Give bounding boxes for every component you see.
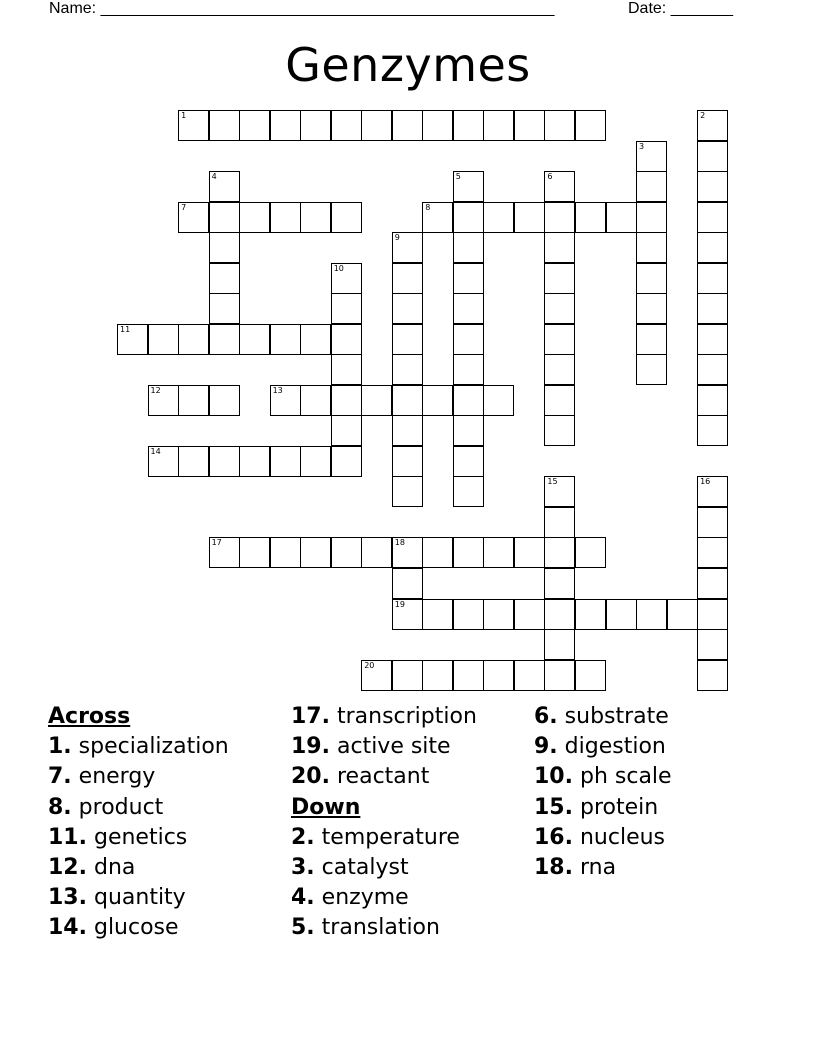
- grid-cell: [606, 202, 637, 233]
- clue-across-13: 13. quantity: [48, 885, 186, 911]
- grid-cell: [270, 385, 301, 416]
- clue-number: 7: [181, 202, 187, 212]
- grid-cell: [148, 385, 179, 416]
- grid-cell: [697, 110, 728, 141]
- clue-number: 11: [120, 324, 131, 334]
- grid-cell: [392, 324, 423, 355]
- clue-number: 3: [639, 141, 645, 151]
- grid-cell: [270, 202, 301, 233]
- grid-cell: [575, 599, 606, 630]
- grid-cell: [209, 202, 240, 233]
- grid-cell: [422, 110, 453, 141]
- grid-cell: [178, 110, 209, 141]
- name-label: Name:: [49, 0, 101, 17]
- across-heading: Across: [48, 704, 131, 729]
- clue-number: 9: [394, 233, 400, 243]
- grid-cell: [331, 324, 362, 355]
- grid-cell: [209, 293, 240, 324]
- grid-cell: [697, 660, 728, 691]
- grid-cell: [575, 537, 606, 568]
- grid-cell: [178, 385, 209, 416]
- clue-down-6: 6. substrate: [534, 704, 669, 729]
- grid-cell: [544, 415, 575, 446]
- date-blank: _______: [670, 0, 733, 17]
- grid-cell: [697, 476, 728, 507]
- grid-cell: [331, 415, 362, 446]
- grid-cell: [453, 537, 484, 568]
- grid-cell: [270, 537, 301, 568]
- grid-cell: [544, 354, 575, 385]
- grid-cell: [697, 202, 728, 233]
- grid-cell: [636, 202, 667, 233]
- grid-cell: [575, 660, 606, 691]
- clue-across-14: 14. glucose: [48, 915, 179, 941]
- grid-cell: [148, 446, 179, 477]
- grid-cell: [483, 660, 514, 691]
- grid-cell: [544, 232, 575, 263]
- clue-number: 8: [425, 202, 431, 212]
- grid-cell: [392, 354, 423, 385]
- grid-cell: [239, 324, 270, 355]
- grid-cell: [636, 232, 667, 263]
- grid-cell: [697, 507, 728, 538]
- grid-cell: [178, 202, 209, 233]
- grid-cell: [209, 232, 240, 263]
- grid-cell: [392, 476, 423, 507]
- grid-cell: [300, 110, 331, 141]
- grid-cell: [148, 324, 179, 355]
- grid-cell: [178, 446, 209, 477]
- clue-number: 1: [181, 111, 187, 120]
- grid-cell: [239, 202, 270, 233]
- grid-cell: [636, 293, 667, 324]
- grid-cell: [392, 415, 423, 446]
- grid-cell: [361, 385, 392, 416]
- grid-cell: [697, 568, 728, 599]
- grid-cell: [209, 263, 240, 294]
- clue-number: 5: [455, 172, 461, 182]
- grid-cell: [453, 232, 484, 263]
- clue-down-18: 18. rna: [534, 855, 617, 881]
- grid-cell: [361, 537, 392, 568]
- clue-across-20: 20. reactant: [291, 764, 430, 790]
- grid-cell: [544, 385, 575, 416]
- grid-cell: [544, 476, 575, 507]
- grid-cell: [239, 537, 270, 568]
- grid-cell: [453, 324, 484, 355]
- grid-cell: [361, 110, 392, 141]
- clue-number: 15: [547, 477, 558, 487]
- grid-cell: [209, 110, 240, 141]
- grid-cell: [392, 446, 423, 477]
- grid-cell: [697, 171, 728, 202]
- clue-number: 14: [150, 446, 161, 456]
- grid-cell: [636, 263, 667, 294]
- grid-cell: [544, 568, 575, 599]
- grid-cell: [270, 110, 301, 141]
- clue-number: 13: [272, 385, 283, 395]
- grid-cell: [483, 599, 514, 630]
- grid-cell: [422, 599, 453, 630]
- grid-cell: [636, 599, 667, 630]
- grid-cell: [453, 446, 484, 477]
- clue-number: 10: [333, 263, 344, 273]
- grid-cell: [331, 354, 362, 385]
- grid-cell: [636, 141, 667, 172]
- grid-cell: [422, 385, 453, 416]
- grid-cell: [483, 385, 514, 416]
- clue-across-8: 8. product: [48, 794, 164, 820]
- grid-cell: [392, 232, 423, 263]
- clue-down-4: 4. enzyme: [291, 885, 409, 911]
- grid-cell: [697, 232, 728, 263]
- grid-cell: [544, 324, 575, 355]
- grid-cell: [636, 171, 667, 202]
- grid-cell: [453, 385, 484, 416]
- grid-cell: [239, 110, 270, 141]
- grid-cell: [331, 385, 362, 416]
- grid-cell: [209, 446, 240, 477]
- clue-down-9: 9. digestion: [534, 734, 666, 760]
- grid-cell: [209, 171, 240, 202]
- grid-cell: [422, 537, 453, 568]
- grid-cell: [514, 537, 545, 568]
- grid-cell: [544, 202, 575, 233]
- grid-cell: [300, 537, 331, 568]
- grid-cell: [514, 202, 545, 233]
- clue-across-19: 19. active site: [291, 734, 451, 760]
- grid-cell: [453, 354, 484, 385]
- grid-cell: [544, 537, 575, 568]
- grid-cell: [575, 110, 606, 141]
- clues-column-1: [48, 702, 229, 944]
- grid-cell: [606, 599, 637, 630]
- clue-down-16: 16. nucleus: [534, 824, 666, 850]
- grid-cell: [331, 446, 362, 477]
- grid-cell: [209, 537, 240, 568]
- puzzle-title: Genzymes: [285, 38, 531, 92]
- grid-cell: [453, 660, 484, 691]
- grid-cell: [331, 263, 362, 294]
- grid-cell: [300, 324, 331, 355]
- clue-number: 2: [700, 111, 706, 120]
- clue-down-2: 2. temperature: [291, 824, 460, 850]
- clue-down-3: 3. catalyst: [291, 855, 409, 881]
- grid-cell: [392, 568, 423, 599]
- grid-cell: [697, 599, 728, 630]
- grid-cell: [331, 202, 362, 233]
- grid-cell: [667, 599, 698, 630]
- clue-across-7: 7. energy: [48, 764, 156, 790]
- grid-cell: [392, 293, 423, 324]
- grid-cell: [453, 415, 484, 446]
- grid-cell: [514, 660, 545, 691]
- grid-cell: [392, 110, 423, 141]
- grid-cell: [697, 263, 728, 294]
- grid-cell: [392, 599, 423, 630]
- clues-column-3: [534, 702, 672, 883]
- date-label: Date:: [628, 0, 671, 17]
- grid-cell: [544, 171, 575, 202]
- clue-number: 18: [394, 538, 405, 548]
- grid-cell: [483, 202, 514, 233]
- grid-cell: [178, 324, 209, 355]
- grid-cell: [697, 537, 728, 568]
- grid-cell: [514, 110, 545, 141]
- grid-cell: [300, 385, 331, 416]
- grid-cell: [392, 385, 423, 416]
- clue-down-5: 5. translation: [291, 915, 440, 941]
- clue-number: 20: [364, 660, 375, 670]
- grid-cell: [514, 599, 545, 630]
- grid-cell: [392, 537, 423, 568]
- grid-cell: [239, 446, 270, 477]
- clue-number: 19: [394, 599, 405, 609]
- clue-across-12: 12. dna: [48, 855, 136, 881]
- grid-cell: [544, 660, 575, 691]
- grid-cell: [300, 202, 331, 233]
- grid-cell: [453, 171, 484, 202]
- grid-cell: [544, 507, 575, 538]
- clues-column-2: [291, 702, 477, 944]
- grid-cell: [544, 110, 575, 141]
- grid-cell: [453, 202, 484, 233]
- grid-cell: [270, 324, 301, 355]
- clue-across-1: 1. specialization: [48, 734, 229, 760]
- clue-across-11: 11. genetics: [48, 824, 188, 850]
- clue-down-10: 10. ph scale: [534, 764, 672, 790]
- grid-cell: [697, 354, 728, 385]
- grid-cell: [453, 263, 484, 294]
- grid-cell: [422, 202, 453, 233]
- grid-cell: [697, 629, 728, 660]
- grid-cell: [453, 293, 484, 324]
- grid-cell: [453, 476, 484, 507]
- grid-cell: [697, 141, 728, 172]
- grid-cell: [117, 324, 148, 355]
- grid-cell: [544, 263, 575, 294]
- grid-cell: [544, 599, 575, 630]
- clue-down-15: 15. protein: [534, 794, 659, 820]
- grid-cell: [331, 293, 362, 324]
- grid-cell: [453, 110, 484, 141]
- grid-cell: [392, 660, 423, 691]
- clue-number: 16: [700, 477, 711, 487]
- grid-cell: [331, 537, 362, 568]
- down-heading: Down: [291, 794, 361, 820]
- grid-cell: [361, 660, 392, 691]
- grid-cell: [697, 324, 728, 355]
- clue-number: 6: [547, 172, 553, 182]
- grid-cell: [300, 446, 331, 477]
- name-blank: ___________________________________________________: [100, 0, 555, 17]
- grid-cell: [697, 293, 728, 324]
- grid-cell: [544, 629, 575, 660]
- grid-cell: [422, 660, 453, 691]
- grid-cell: [636, 354, 667, 385]
- clue-number: 4: [211, 172, 217, 182]
- grid-cell: [209, 385, 240, 416]
- grid-cell: [697, 415, 728, 446]
- grid-cell: [697, 385, 728, 416]
- grid-cell: [483, 110, 514, 141]
- grid-cell: [575, 202, 606, 233]
- clue-across-17: 17. transcription: [291, 704, 477, 729]
- clue-number: 12: [150, 385, 161, 395]
- grid-cell: [544, 293, 575, 324]
- grid-cell: [483, 537, 514, 568]
- clue-number: 17: [211, 538, 222, 548]
- grid-cell: [636, 324, 667, 355]
- grid-cell: [392, 263, 423, 294]
- grid-cell: [209, 324, 240, 355]
- grid-cell: [331, 110, 362, 141]
- grid-cell: [270, 446, 301, 477]
- grid-cell: [453, 599, 484, 630]
